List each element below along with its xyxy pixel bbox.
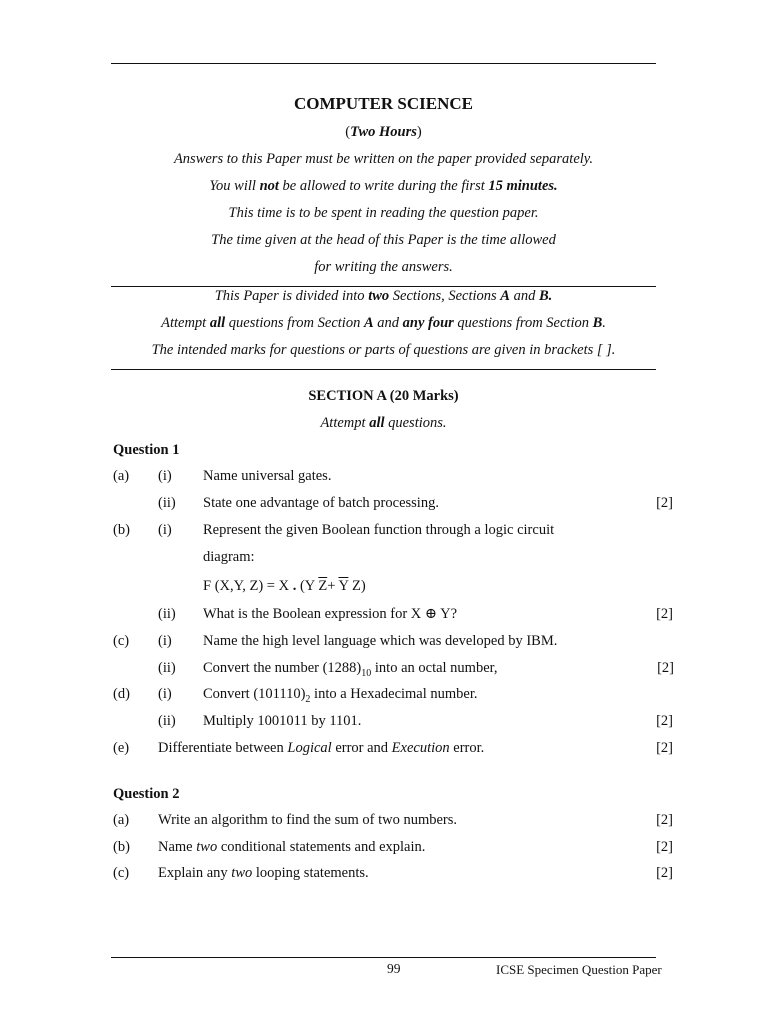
page-number: 99 [387, 961, 401, 976]
section-title: SECTION A (20 Marks) [308, 388, 459, 404]
q2-a: (a) Write an algorithm to find the sum of two numbers. [2] [113, 812, 673, 828]
marks: [2] [656, 606, 673, 622]
sections-instruction: This Paper is divided into two Sections, Sections A and B. [214, 288, 553, 304]
instruction-line-2: You will not be allowed to write during the first 15 minutes. [209, 178, 558, 194]
q2-c: (c) Explain any two looping statements. [2] [113, 865, 673, 881]
q1-b-i-continued: diagram: [203, 549, 255, 565]
top-rule [111, 63, 656, 64]
attempt-instruction: Attempt all questions from Section A and any four questions from Section B. [161, 315, 606, 331]
q1-d-ii: (ii) Multiply 1001011 by 1101. [2] [158, 713, 673, 729]
marks: [2] [656, 839, 673, 855]
question-1-heading: Question 1 [113, 442, 180, 458]
footer-label: ICSE Specimen Question Paper [496, 962, 662, 977]
instruction-line-3: This time is to be spent in reading the question paper. [228, 205, 539, 221]
q1-c-i: (c) (i) Name the high level language which was developed by IBM. [113, 633, 558, 649]
marks: [2] [656, 740, 673, 756]
section-note: Attempt all questions. [320, 415, 447, 431]
question-2-heading: Question 2 [113, 786, 180, 802]
marks-instruction: The intended marks for questions or parts of questions are given in brackets [ ]. [151, 342, 616, 358]
footer-rule [111, 957, 656, 958]
instruction-line-4: The time given at the head of this Paper is the time allowed [211, 232, 556, 248]
marks: [2] [656, 713, 673, 729]
instructions-top-rule [111, 286, 656, 287]
marks: [2] [657, 660, 674, 676]
instruction-line-1: Answers to this Paper must be written on the paper provided separately. [173, 151, 594, 167]
instructions-bottom-rule [111, 369, 656, 370]
duration-text: Two Hours [350, 124, 417, 140]
q1-b-i: (b) (i) Represent the given Boolean function through a logic circuit [113, 522, 555, 538]
q1-b-ii: (ii) What is the Boolean expression for X ⊕ Y? [2] [158, 606, 673, 622]
instruction-line-5: for writing the answers. [314, 259, 453, 275]
q1-c-ii: (ii) Convert the number $(1288)_{10}$ into an octal number, [2] [158, 660, 674, 679]
q1-e: (e) Differentiate between Logical error and Execution error. [2] [113, 740, 673, 756]
q2-b: (b) Name two conditional statements and explain. [2] [113, 839, 673, 855]
q1-a-ii: (ii) State one advantage of batch processing. [2] [158, 495, 673, 511]
marks: [2] [656, 812, 673, 828]
marks: [2] [656, 865, 673, 881]
q1-a-i: (a) (i) Name universal gates. [113, 468, 332, 484]
marks: [2] [656, 495, 673, 511]
q1-b-i-formula: F (X,Y, Z) = X . (Y $\overline{Z}+ \overline{Y}$ Z) [203, 578, 366, 594]
paper-title: COMPUTER SCIENCE [294, 94, 473, 113]
duration: (Two Hours) [345, 124, 422, 140]
q1-d-i: (d) (i) Convert $(101110)_2$ into a Hexadecimal number. [113, 686, 478, 705]
